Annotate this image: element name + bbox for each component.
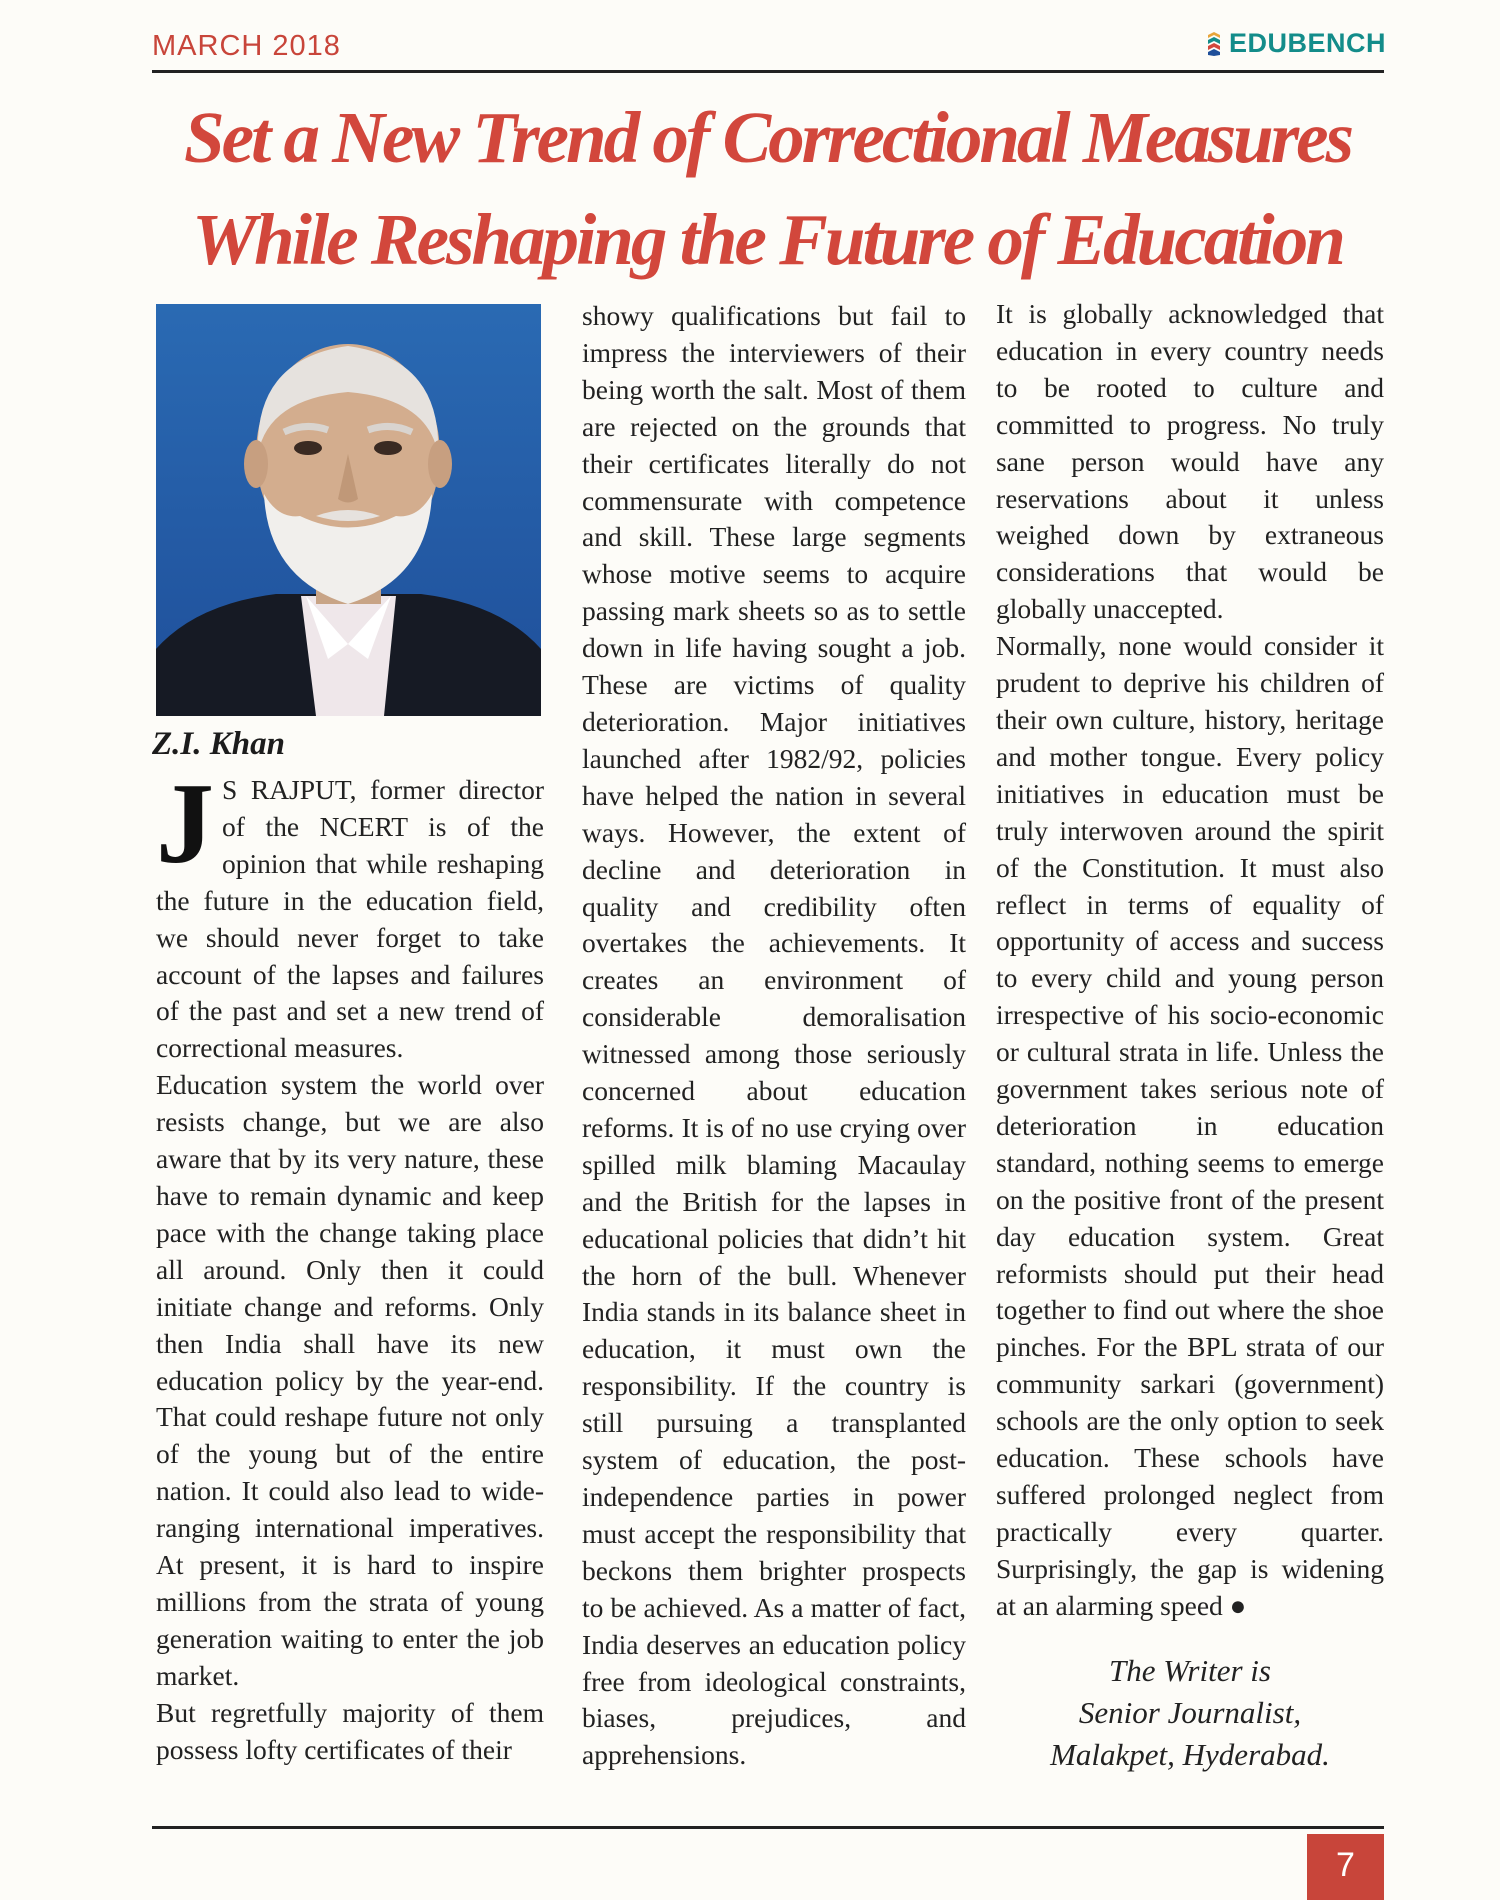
author-name: Z.I. Khan <box>152 726 285 762</box>
brand-name: EDUBENCH <box>1228 28 1386 58</box>
page-number: 7 <box>1307 1834 1384 1900</box>
author-portrait <box>156 304 541 716</box>
paragraph-text: S RAJPUT, former director of the NCERT is of the opinion that while reshaping the future in the education field, we should never forget to take account of the lapses and failures of the past and set a new trend of correctional measures. <box>156 774 544 1064</box>
byline-line-1: The Writer is <box>1109 1653 1271 1688</box>
article-column-3 <box>996 296 1384 1625</box>
article-column-1 <box>156 760 544 1768</box>
article-paragraph <box>156 760 544 1067</box>
headline-line-2: While Reshaping the Future of Education <box>192 199 1343 280</box>
article-paragraph: Education system the world over resists change, but we are also aware that by its very nature, these have to remain dynamic and keep pace with the change taking place all around. Only then it could initiate change and reforms. Only then India shall have its new education policy by the year-end. That could reshape future not only of the young but of the entire nation. It could also lead to wide-ranging international imperatives. At present, it is hard to inspire millions from the strata of young generation waiting to enter the job market. <box>156 1069 544 1691</box>
article-paragraph: It is globally acknowledged that education in every country needs to be rooted to culture and committed to progress. No truly sane person would have any reservations about it unless weighed down by extraneous considerations that would be globally unaccepted. <box>996 298 1384 625</box>
article-column-2 <box>582 298 966 1774</box>
byline-line-3: Malakpet, Hyderabad. <box>1050 1737 1330 1772</box>
writer-byline <box>996 1650 1384 1776</box>
headline-line-1: Set a New Trend of Correctional Measures <box>184 97 1351 178</box>
article-paragraph: showy qualifications but fail to impress the interviewers of their being worth the salt. Most of them are rejected on the grounds that their certificates literally do not commensurate with competence and skill. These large segments whose motive seems to acquire passing mark sheets so as to settle down in life having sought a job. These are victims of quality deterioration. Major initiatives launched after 1982/92, policies have helped the nation in several ways. However, the extent of decline and deterioration in quality and credibility often overtakes the achievements. It creates an environment of considerable demoralisation witnessed among those seriously concerned about education reforms. It is of no use crying over spilled milk blaming Macaulay and the British for the lapses in educational policies that didn’t hit the horn of the bull. Whenever India stands in its balance sheet in education, it must own the responsibility. If the country is still pursuing a transplanted system of education, the post-independence parties in power must accept the responsibility that beckons them brighter prospects to be achieved. As a matter of fact, India deserves an education policy free from ideological constraints, biases, prejudices, and apprehensions. <box>582 300 966 1771</box>
book-stack-icon <box>1205 31 1223 57</box>
byline-line-2: Senior Journalist, <box>1078 1695 1302 1730</box>
author-photo <box>156 304 541 716</box>
brand-logo <box>1205 28 1386 59</box>
top-divider <box>152 70 1384 73</box>
drop-cap: J <box>156 760 214 888</box>
article-paragraph: Normally, none would consider it prudent to deprive his children of their own culture, history, heritage and mother tongue. Every policy initiatives in education must be truly interwoven around the spirit of the Constitution. It must also reflect in terms of equality of opportunity of access and success to every child and young person irrespective of his socio-economic or cultural strata in life. Unless the government takes serious note of deterioration in education standard, nothing seems to emerge on the positive front of the present day education system. Great reformists should put their head together to find out where the shoe pinches. For the BPL strata of our community sarkari (government) schools are the only option to seek education. These schools have suffered prolonged neglect from practically every quarter. Surprisingly, the gap is widening at an alarming speed ● <box>996 630 1384 1621</box>
article-paragraph: But regretfully majority of them possess lofty certificates of their <box>156 1696 544 1765</box>
bottom-divider <box>152 1826 1384 1829</box>
header-date: MARCH 2018 <box>152 30 341 62</box>
